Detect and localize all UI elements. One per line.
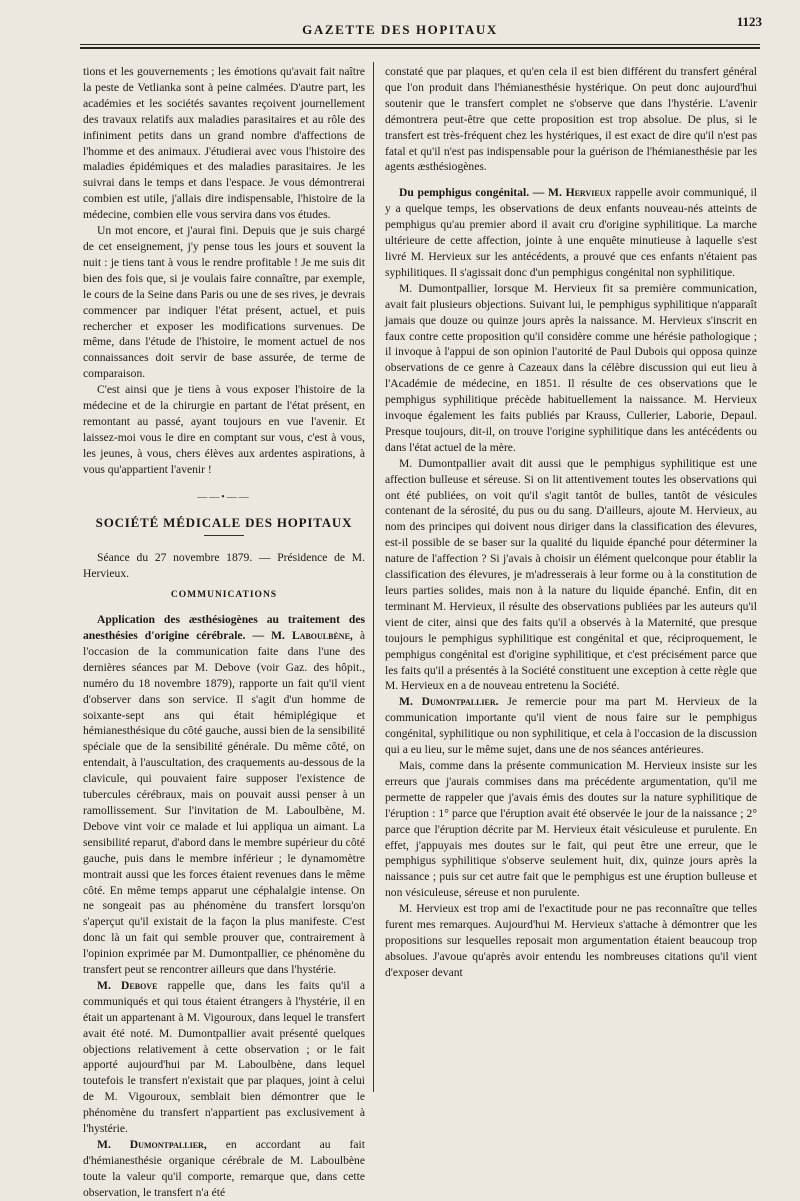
ornament-divider: ——•—— bbox=[197, 491, 251, 503]
paragraph: Un mot encore, et j'aurai fini. Depuis que je suis chargé de cet enseignement, j'y pense tous les jours et souvent la nuit : je tiens tant à vous le rendre profitable ! Je me suis dit bien des fois que, si je voulais faire connaître, par exemple, le cours de la Seine dans Paris ou une de ses rives, je devrais commencer par indiquer l'état présent, actuel, et puis rechercher et exposer les modifications survenues. De même, dans l'étude de l'histoire, le moment actuel de nos connaissances doit servir de base assurée, de terme de comparaison. bbox=[83, 224, 365, 381]
paragraph: M. Dumontpallier, lorsque M. Hervieux fit sa première communication, avait fait plusieurs objections. Suivant lui, le pemphigus syphilitique n'apparaît jamais que douze ou quinze jours après la naissance. M. Hervieux s'inscrit en faux contre cette proposition qu'il considère comme une hérésie pathologique ; il invoque à l'appui de son opinion l'autorité de Paul Dubois qui opposa quinze observations de ce genre à Cazeaux dans la célèbre discussion qui eut lieu à l'Académie de médecine, en 1851. Il résulte de ces observations que le pemphigus syphilitique précède habituellement la naissance. M. Hervieux invoque également les faits publiés par Krauss, Cullerier, Laborie, Depaul. Presque toujours, dit-il, on trouve l'origine syphilitique dans les antécédents ou dans l'état actuel de la mère. bbox=[385, 281, 757, 454]
speaker-text: rappelle que, dans les faits qu'il a communiqués et qui tous étaient étrangers à l'hystérie, il en était un appartenant à M. Vigouroux, dans lequel le transfert avait été noté. M. Dumontpallier avait présenté quelques objections relativement à cette observation ; or le fait apporté aujourd'hui par M. Laboulbène, dans lequel toutefois le transfert n'existait que par plaques, joint à celui de M. Vigouroux, semblait bien démontrer que le phénomène du transfert n'appartient pas exclusivement à l'hystérie. bbox=[83, 978, 365, 1136]
paragraph bbox=[83, 612, 365, 978]
paragraph: tions et les gouvernements ; les émotions qu'avait fait naître la peste de Vetlianka sont à peine calmées. D'autre part, les académies et les sociétés savantes reçoivent journellement des travaux relatifs aux maladies parasitaires et au rôle des infiniment petits dans un grand nombre d'affections de l'homme et des animaux. J'étudierai avec vous l'histoire des maladies épidémiques et des maladies parasitaires. Je les suivrai dans le temps et dans l'espace. Je vous démontrerai combien est utile, j'allais dire indispensable, l'histoire de la médecine, combien elle vous servira dans vos études. bbox=[83, 65, 365, 222]
page-number: 1123 bbox=[736, 14, 762, 29]
seance-line: Séance du 27 novembre 1879. — Présidence de M. Hervieux. bbox=[83, 551, 365, 581]
paragraph bbox=[385, 185, 757, 280]
page-header-title: GAZETTE DES HOPITAUX bbox=[302, 22, 498, 37]
article-title: Application des æsthésiogènes au traitement des anesthésies d'origine cérébrale. bbox=[83, 613, 365, 642]
column-divider bbox=[373, 62, 374, 1092]
author-name: — M. Hervieux bbox=[532, 186, 612, 200]
left-column bbox=[83, 64, 365, 1199]
author-name: — M. Laboulbène, bbox=[252, 629, 353, 642]
paragraph: M. Dumontpallier avait dit aussi que le pemphigus syphilitique est une affection bulleuse et séreuse. Si on lit attentivement toutes les observations qui ont été publiées, on voit qu'il s'agit tantôt de bulles, tantôt de vésicules contenant de la sérosité, du pus ou du sang. D'ailleurs, ajoute M. Hervieux, au nom des principes qui doivent nous diriger dans la classification des élevures, est-il possible de se baser sur la qualité du liquide épanché pour déterminer la nature de l'affection ? Si j'avais à choisir un élément quelconque pour établir la classification des élevures, je m'adresserais à leur forme ou à la constitution de leurs parties solides, mais non à la nature du liquide épanché. Enfin, dit en terminant M. Hervieux, il résulte des observations publiées par les auteurs qu'il vient de citer, ainsi que des faits qu'il a observés à la Maternité, que presque toujours le pemphigus syphilitique est congénital et que, réciproquement, le pemphigus congénital est d'origine syphilitique, et c'est précisément parce que les faits qu'il a présentés à la Société constituent une exception à cette règle que M. Hervieux en a de nouveau entretenu la Société. bbox=[385, 456, 757, 693]
right-column bbox=[385, 64, 757, 1104]
speaker-name: M. Dumontpallier, bbox=[97, 1138, 207, 1151]
article-text: rappelle avoir communiqué, il y a quelque temps, les observations de deux enfants nouveau-nés atteints de pemphigus qu'au premier abord il avait cru d'origine syphilitique. La marche ultérieure de cette affection, jointe à une enquête minutieuse à laquelle s'est livré M. Hervieux sur les antécédents, a prouvé que ces enfants n'étaient pas syphilitiques. Il s'agissait donc d'un pemphigus congénital non syphilitique. bbox=[385, 186, 757, 279]
article-text: à l'occasion de la communication faite dans l'une des dernières séances par M. Debove (voir Gaz. des hôpit., numéro du 18 novembre 1879), rapporte un fait qu'il vient d'observer dans son service. Il s'agit d'un homme de soixante-sept ans qui était hémiplégique et hémianesthésique du côté gauche, aussi bien de la sensibilité spéciale que de la sensibilité générale. Du même côté, on entendait, à l'auscultation, des craquements au-dessous de la clavicule, qui pouvaient faire supposer l'existence de tubercules cérébraux, mais on pouvait aussi penser à un ramollissement. Sur l'invitation de M. Laboulbène, M. Debove vint voir ce malade et lui appliqua un aimant. La sensibilité reparut, d'abord dans le membre supérieur du côté gauche, puis dans le membre inférieur ; le dynamomètre montrait aussi que les forces étaient revenues dans le même côté. En même temps apparut une céphalalgie intense. On ne songeait pas au phénomène du transfert lorsqu'on s'aperçut qu'il existait de la façon la plus manifeste. C'est donc là un fait qui semble prouver que, contrairement à l'opinion exprimée par M. Dumontpallier, ce phénomène du transfert peut se rencontrer ailleurs que dans l'hystérie. bbox=[83, 629, 365, 977]
paragraph bbox=[385, 694, 757, 758]
speaker-name: M. Debove bbox=[97, 978, 158, 992]
header-rule-double bbox=[80, 47, 760, 49]
communications-heading: COMMUNICATIONS bbox=[170, 590, 278, 601]
section-title: SOCIÉTÉ MÉDICALE DES HOPITAUX bbox=[95, 515, 353, 531]
paragraph bbox=[83, 978, 365, 1137]
speaker-text: en accordant au fait d'hémianesthésie organique cérébrale de M. Laboulbène toute la valeur qu'il comporte, remarque que, dans cette observation, le transfert n'a été bbox=[83, 1138, 365, 1199]
short-rule bbox=[204, 535, 244, 536]
speaker-text: Je remercie pour ma part M. Hervieux de la communication importante qu'il vient de nous faire sur le pemphigus congénital, syphilitique ou non syphilitique, et cela à l'occasion de la discussion qui a eu lieu, sur le même sujet, dans une de nos séances antérieures. bbox=[385, 695, 757, 757]
header-rule bbox=[80, 44, 760, 45]
paragraph bbox=[83, 1137, 365, 1201]
paragraph: constaté que par plaques, et qu'en cela il est bien différent du transfert général que l'on produit dans l'hémianesthésie hystérique. On peut donc aujourd'hui soutenir que le transfert complet ne s'observe que dans l'hystérie. L'avenir démontrera peut-être que cette proposition est trop absolue. De plus, si le transfert est très-fréquent chez les hystériques, il est exact de dire qu'il n'est pas fatal et qu'il n'est pas indispensable pour la guérison de l'hémianesthésie par les agents æsthésiogènes. bbox=[385, 65, 757, 174]
article-title: Du pemphigus congénital. bbox=[399, 186, 530, 200]
paragraph: M. Hervieux est trop ami de l'exactitude pour ne pas reconnaître que telles furent mes remarques. Aujourd'hui M. Hervieux s'attache à démontrer que les propositions sur lesquelles reposait mon argumentation étaient beaucoup trop absolues. J'avoue qu'après avoir entendu les nombreuses citations qu'il vient d'exposer devant bbox=[385, 902, 757, 979]
paragraph: C'est ainsi que je tiens à vous exposer l'histoire de la médecine et de la chirurgie en partant de l'état présent, en remontant au passé, ayant toujours en vue l'avenir. Et laissez-moi vous le dire en comptant sur vous, c'est à vous, les jeunes, à vous, chers élèves aux ardentes aspirations, à vous qu'appartient l'avenir ! bbox=[83, 383, 365, 476]
paragraph: Mais, comme dans la présente communication M. Hervieux insiste sur les erreurs que j'aurais commises dans ma précédente argumentation, qu'il me permette de rappeler que j'avais émis des doutes sur la nature syphilitique de l'éruption : 1° parce que l'éruption avait été observée le jour de la naissance ; 2° parce que l'éruption décrite par M. Hervieux était vésiculeuse et purulente. En effet, j'appuyais mes doutes sur le fait, qui peut être une erreur, que le pemphigus syphilitique s'observe seulement huit, dix, quinze jours après la naissance ; puis sur cet autre fait que le pemphigus est une éruption bulleuse et non vésiculeuse, séreuse et non purulente. bbox=[385, 758, 757, 900]
speaker-name: M. Dumontpallier. bbox=[399, 695, 499, 709]
